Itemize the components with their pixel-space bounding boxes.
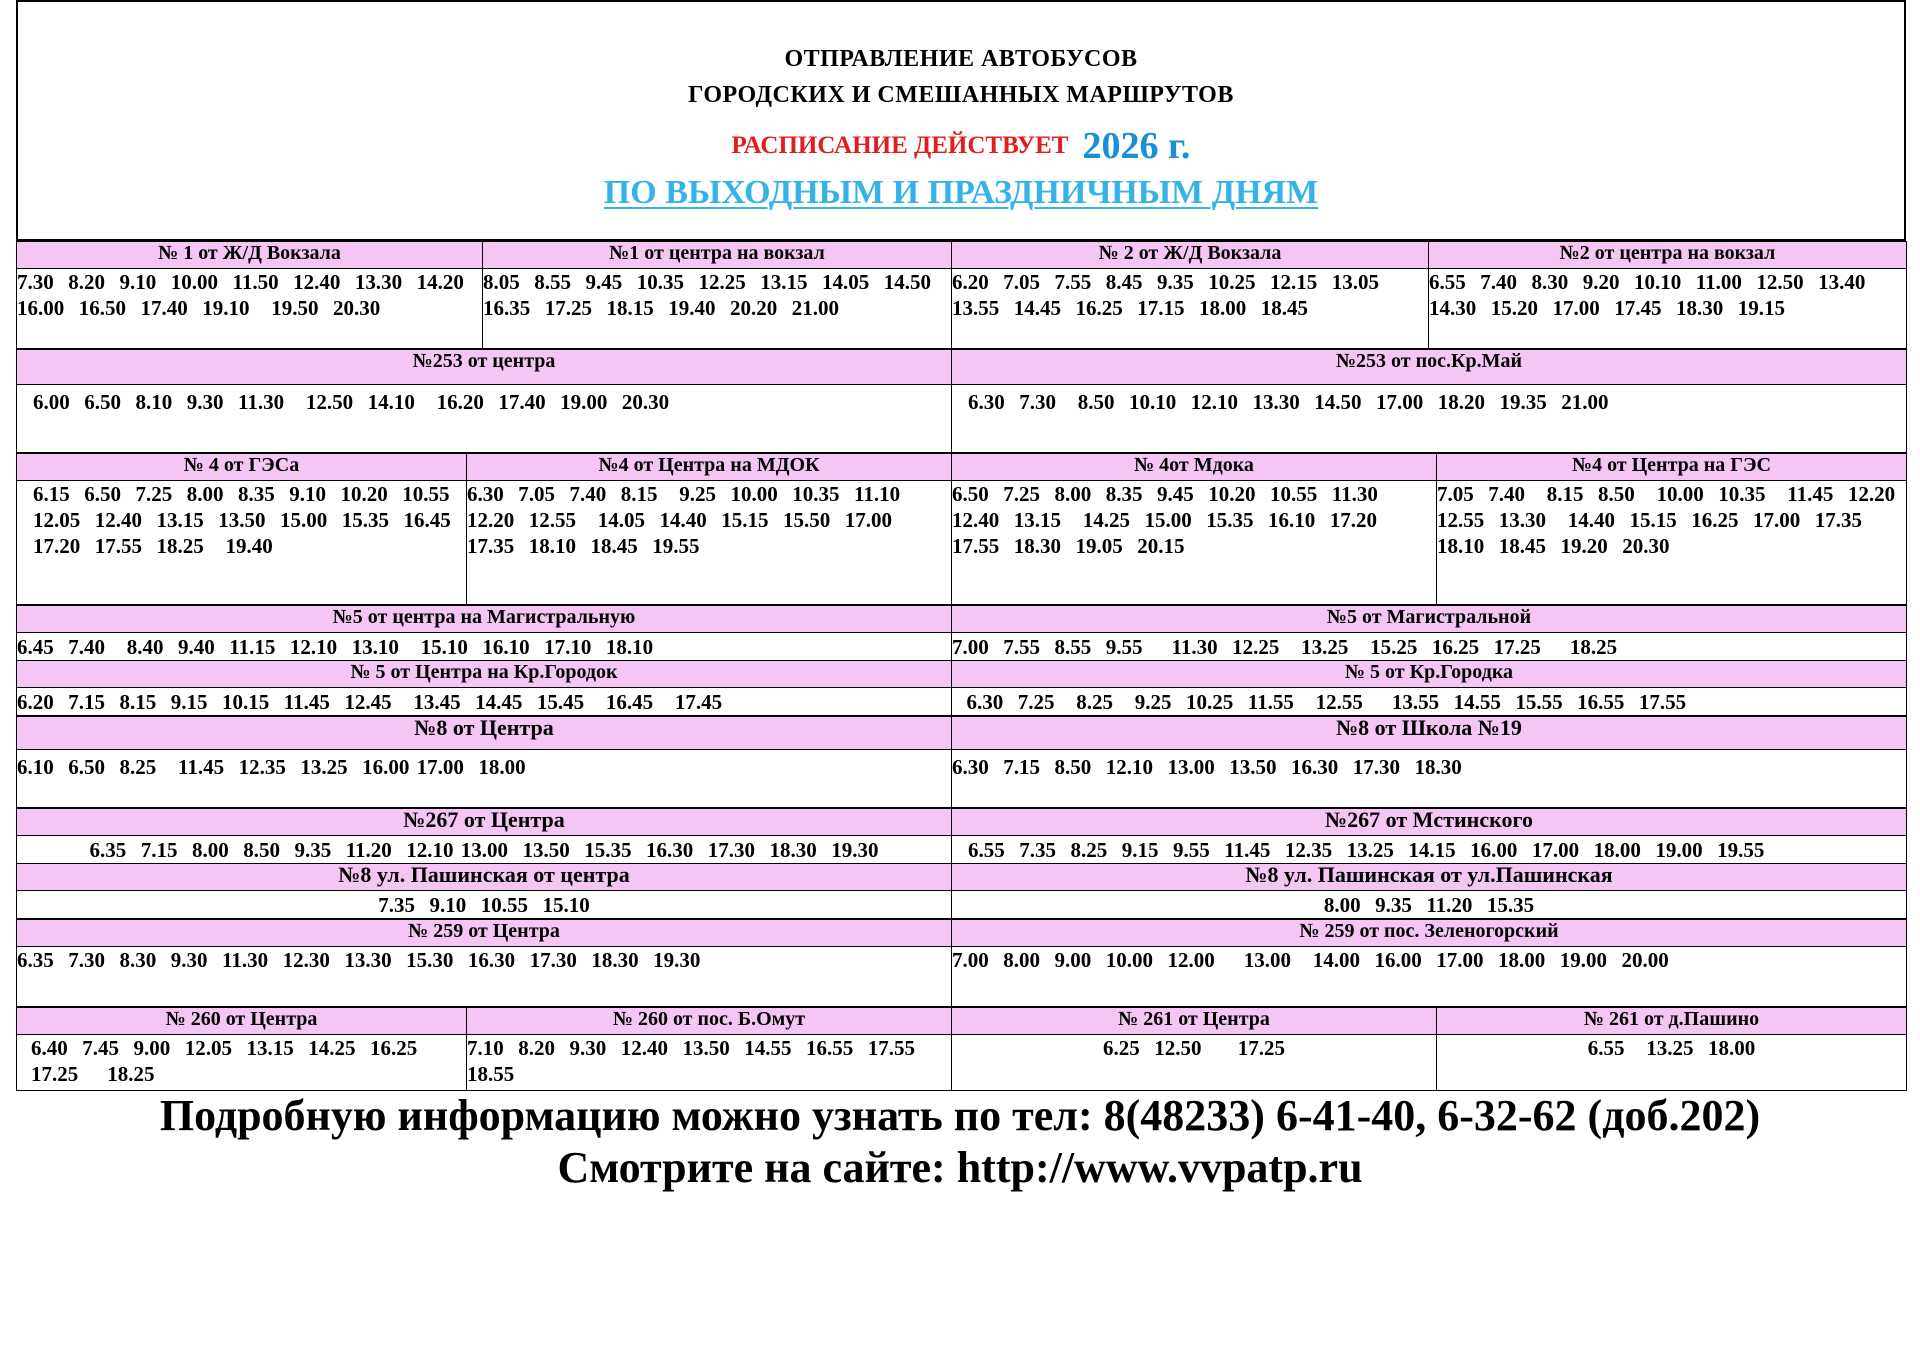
route-times: 6.25 12.50 17.25 [952, 1035, 1437, 1091]
route-times: 6.20 7.15 8.15 9.15 10.15 11.45 12.45 13.45 14.45 15.45 16.45 17.45 [17, 688, 952, 716]
schedule-header [16, 0, 1906, 241]
route-header: №8 от Школа №19 [952, 717, 1907, 750]
route-header: №253 от центра [17, 350, 952, 385]
route-times: 7.30 8.20 9.10 10.00 11.50 12.40 13.30 14.20 16.00 16.50 17.40 19.10 19.50 20.30 [17, 269, 483, 349]
route-times: 6.10 6.50 8.25 11.45 12.35 13.25 16.00 17.00 18.00 [17, 750, 952, 808]
route-header: №267 от Центра [17, 809, 952, 836]
route-header: № 260 от Центра [17, 1008, 467, 1035]
route-times: 6.00 6.50 8.10 9.30 11.30 12.50 14.10 16.20 17.40 19.00 20.30 [17, 385, 952, 453]
route-times: 6.50 7.25 8.00 8.35 9.45 10.20 10.55 11.30 12.40 13.15 14.25 15.00 15.35 16.10 17.20 17.55 18.30 19.05 20.15 [952, 481, 1437, 605]
route-times: 7.10 8.20 9.30 12.40 13.50 14.55 16.55 17.55 18.55 [467, 1035, 952, 1091]
route-header: №1 от центра на вокзал [483, 242, 952, 269]
route-header: №8 от Центра [17, 717, 952, 750]
route-times: 8.05 8.55 9.45 10.35 12.25 13.15 14.05 14.50 16.35 17.25 18.15 19.40 20.20 21.00 [483, 269, 952, 349]
route-header: № 260 от пос. Б.Омут [467, 1008, 952, 1035]
route-header: № 5 от Кр.Городка [952, 661, 1907, 688]
days-title-text: ПО ВЫХОДНЫМ И ПРАЗДНИЧНЫМ ДНЯМ [603, 174, 1319, 211]
route-times: 7.05 7.40 8.15 8.50 10.00 10.35 11.45 12.20 12.55 13.30 14.40 15.15 16.25 17.00 17.35 18.10 18.45 19.20 20.30 [1437, 481, 1907, 605]
route-header: № 259 от Центра [17, 920, 952, 947]
route-267-table [16, 808, 1907, 919]
contact-footer [0, 1090, 1920, 1194]
route-times: 6.55 7.35 8.25 9.15 9.55 11.45 12.35 13.25 14.15 16.00 17.00 18.00 19.00 19.55 [952, 836, 1907, 864]
route-times: 6.45 7.40 8.40 9.40 11.15 12.10 13.10 15.10 16.10 17.10 18.10 [17, 633, 952, 661]
days-title [18, 174, 1904, 212]
route-times: 6.30 7.05 7.40 8.15 9.25 10.00 10.35 11.10 12.20 12.55 14.05 14.40 15.15 15.50 17.00 17.35 18.10 18.45 19.55 [467, 481, 952, 605]
validity-line [18, 124, 1904, 168]
routes-260-261-table [16, 1007, 1907, 1091]
route-header: № 261 от Центра [952, 1008, 1437, 1035]
route-header: №5 от Магистральной [952, 606, 1907, 633]
route-times: 6.35 7.15 8.00 8.50 9.35 11.20 12.10 13.00 13.50 15.35 16.30 17.30 18.30 19.30 [17, 836, 952, 864]
route-times: 7.35 9.10 10.55 15.10 [17, 891, 952, 919]
phone-info: Подробную информацию можно узнать по тел: 8(48233) 6-41-40, 6-32-62 (доб.202) [159, 1091, 1761, 1140]
route-times: 6.30 7.15 8.50 12.10 13.00 13.50 16.30 17.30 18.30 [952, 750, 1907, 808]
route-8-table [16, 716, 1907, 808]
route-times: 6.55 13.25 18.00 [1437, 1035, 1907, 1091]
route-times: 6.55 7.40 8.30 9.20 10.10 11.00 12.50 13.40 14.30 15.20 17.00 17.45 18.30 19.15 [1429, 269, 1907, 349]
route-header: №5 от центра на Магистральную [17, 606, 952, 633]
route-times: 6.30 7.25 8.25 9.25 10.25 11.55 12.55 13.55 14.55 15.55 16.55 17.55 [952, 688, 1907, 716]
route-header: №4 от Центра на МДОК [467, 454, 952, 481]
route-times: 7.00 8.00 9.00 10.00 12.00 13.00 14.00 16.00 17.00 18.00 19.00 20.00 [952, 947, 1907, 1007]
route-times: 8.00 9.35 11.20 15.35 [952, 891, 1907, 919]
route-header: № 1 от Ж/Д Вокзала [17, 242, 483, 269]
route-header: №4 от Центра на ГЭС [1437, 454, 1907, 481]
route-times: 6.40 7.45 9.00 12.05 13.15 14.25 16.25 17.25 18.25 [17, 1035, 467, 1091]
route-header: №267 от Мстинского [952, 809, 1907, 836]
route-header: № 4 от ГЭСа [17, 454, 467, 481]
route-header: № 261 от д.Пашино [1437, 1008, 1907, 1035]
route-times: 7.00 7.55 8.55 9.55 11.30 12.25 13.25 15.25 16.25 17.25 18.25 [952, 633, 1907, 661]
route-253-table [16, 349, 1907, 453]
routes-1-2-table [16, 241, 1907, 349]
validity-year: 2026 г. [1082, 125, 1191, 167]
route-259-table [16, 919, 1907, 1007]
route-header: №253 от пос.Кр.Май [952, 350, 1907, 385]
route-header: №2 от центра на вокзал [1429, 242, 1907, 269]
route-4-table [16, 453, 1910, 605]
header-line2: ГОРОДСКИХ И СМЕШАННЫХ МАРШРУТОВ [688, 82, 1234, 108]
route-times: 6.35 7.30 8.30 9.30 11.30 12.30 13.30 15.30 16.30 17.30 18.30 19.30 [17, 947, 952, 1007]
header-line1: ОТПРАВЛЕНИЕ АВТОБУСОВ [784, 46, 1138, 72]
route-header: №8 ул. Пашинская от центра [17, 864, 952, 891]
website-info: Смотрите на сайте: http://www.vvpatp.ru [557, 1143, 1363, 1192]
route-times: 6.20 7.05 7.55 8.45 9.35 10.25 12.15 13.05 13.55 14.45 16.25 17.15 18.00 18.45 [952, 269, 1429, 349]
validity-label: РАСПИСАНИЕ ДЕЙСТВУЕТ [731, 132, 1069, 159]
route-header: № 259 от пос. Зеленогорский [952, 920, 1907, 947]
route-header: № 2 от Ж/Д Вокзала [952, 242, 1429, 269]
route-header: № 5 от Центра на Кр.Городок [17, 661, 952, 688]
schedule-document [16, 0, 1910, 1091]
route-header: №8 ул. Пашинская от ул.Пашинская [952, 864, 1907, 891]
route-5-table [16, 605, 1907, 716]
route-header: № 4от Мдока [952, 454, 1437, 481]
route-times: 6.15 6.50 7.25 8.00 8.35 9.10 10.20 10.55 12.05 12.40 13.15 13.50 15.00 15.35 16.45 17.20 17.55 18.25 19.40 [17, 481, 467, 605]
route-times: 6.30 7.30 8.50 10.10 12.10 13.30 14.50 17.00 18.20 19.35 21.00 [952, 385, 1907, 453]
